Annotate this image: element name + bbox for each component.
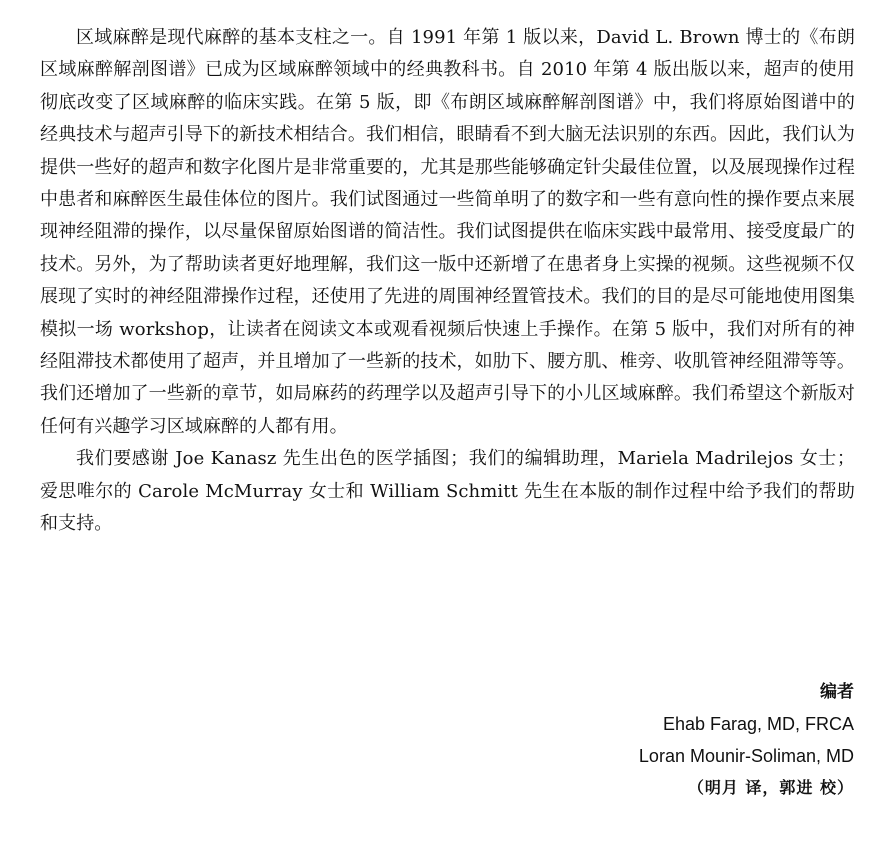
preface-body xyxy=(40,22,855,541)
paragraph-acknowledgements: 我们要感谢 Joe Kanasz 先生出色的医学插图；我们的编辑助理，Mariela Madrilejos 女士；爱思唯尔的 Carole McMurray 女士和 William Schmitt 先生在本版的制作过程中给予我们的帮助和支持。 xyxy=(40,448,855,535)
paragraph-intro: 区域麻醉是现代麻醉的基本支柱之一。自 1991 年第 1 版以来，David L. Brown 博士的《布朗区域麻醉解剖图谱》已成为区域麻醉领域中的经典教科书。自 2010 年第 4 版出版以来，超声的使用彻底改变了区域麻醉的临床实践。在第 5 版，即《布朗区域麻醉解剖图谱》中，我们将原始图谱中的经典技术与超声引导下的新技术相结合。我们相信，眼睛看不到大脑无法识别的东西。因此，我们认为提供一些好的超声和数字化图片是非常重要的，尤其是那些能够确定针尖最佳位置，以及展现操作过程中患者和麻醉医生最佳体位的图片。我们试图通过一些简单明了的数字和一些有意向性的操作要点来展现神经阻滞的操作，以尽量保留原始图谱的简洁性。我们试图提供在临床实践中最常用、接受度最广的技术。另外，为了帮助读者更好地理解，我们这一版中还新增了在患者身上实操的视频。这些视频不仅展现了实时的神经阻滞操作过程，还使用了先进的周围神经置管技术。我们的目的是尽可能地使用图集模拟一场 workshop，让读者在阅读文本或观看视频后快速上手操作。在第 5 版中，我们对所有的神经阻滞技术都使用了超声，并且增加了一些新的技术，如肋下、腰方肌、椎旁、收肌管神经阻滞等等。我们还增加了一些新的章节，如局麻药的药理学以及超声引导下的小儿区域麻醉。我们希望这个新版对任何有兴趣学习区域麻醉的人都有用。 xyxy=(40,27,855,437)
translator-note: （明月 译，郭进 校） xyxy=(687,778,854,797)
signature-heading: 编者 xyxy=(820,682,854,702)
author-name: Ehab Farag, MD, FRCA xyxy=(662,714,854,734)
signature-block xyxy=(639,676,854,804)
author-name: Loran Mounir-Soliman, MD xyxy=(638,746,854,766)
